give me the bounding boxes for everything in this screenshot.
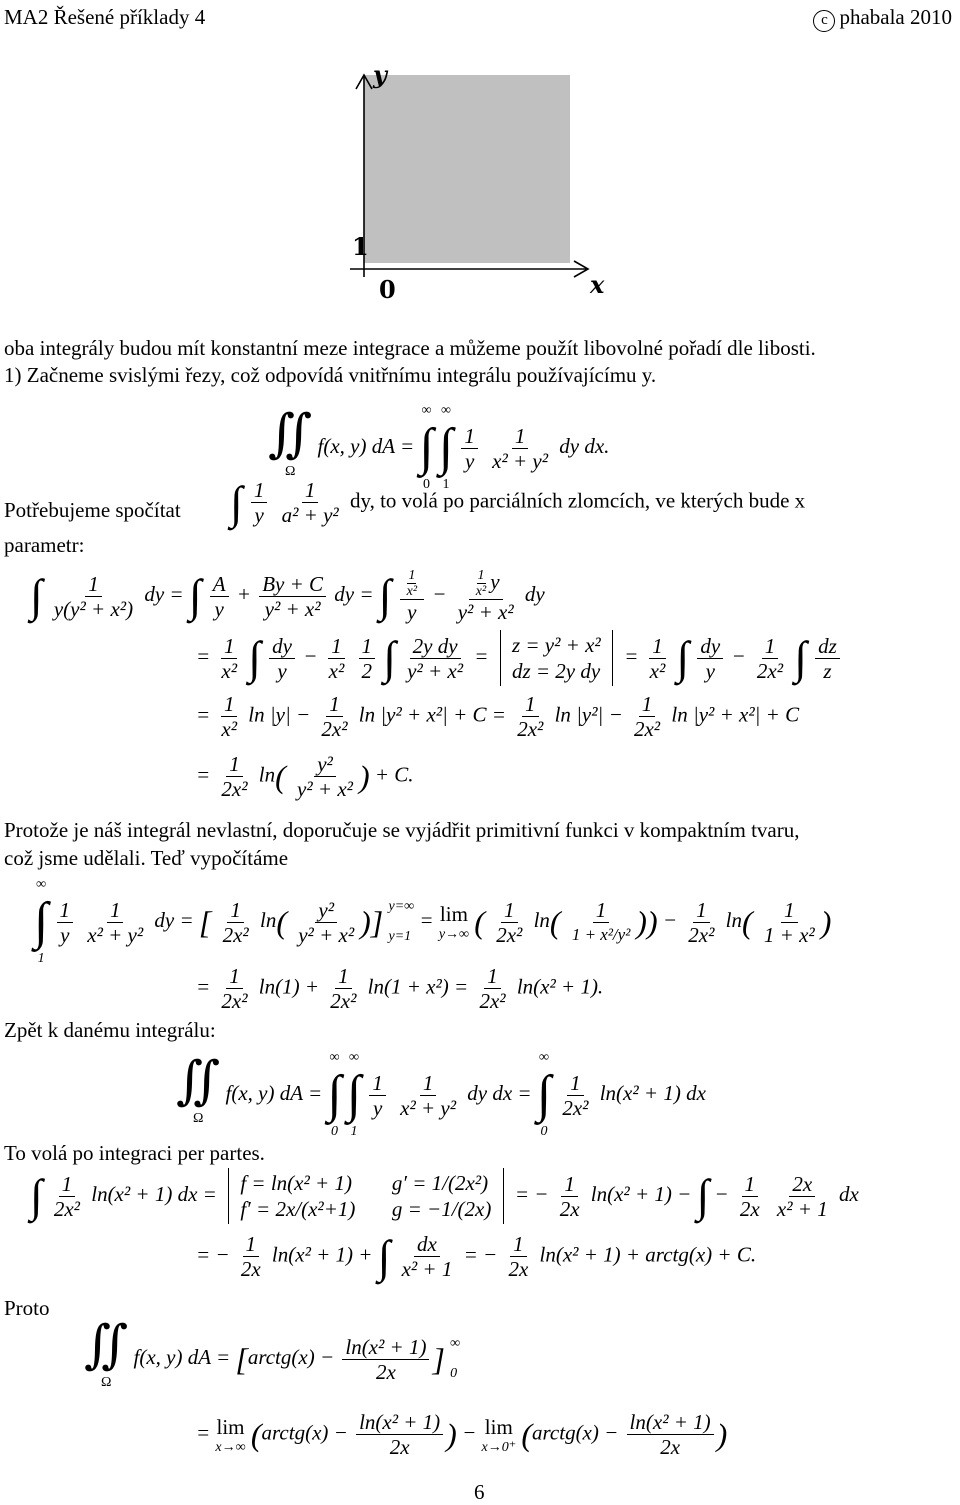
omega-label: Ω (284, 464, 296, 479)
improper-row-1: ∞ ∫ 1 $\frac{1}{y}$ $\frac{1}{\text{x² + y²}}$ dy = [ $\frac{1}{\text{2x²}}$ ln( $\frac{\text{y²}}{\text{y² + x²}}$ )] y=∞ y=1 = lim y→∞ ( $\frac{1}{\text{2x²}}$ ln( $\frac{1}{\text{1 + x²/y²}}$ )) − $\frac{1}{\text{2x²}}$ ln( $\frac{1}{\text{1 + x²}}$ ) (34, 877, 832, 966)
per-partes-row-1: ∫ $\frac{1}{\text{2x²}}$ ln(x² + 1) dx = f = ln(x² + 1) f′ = 2x/(x²+1) g′ = 1/(2x²) g = −1/(2x) = − $\frac{1}{2x}$ ln(x² + 1) − ∫ − $\frac{1}{2x}$ $\frac{2x}{\text{x² + 1}}$ dx (30, 1168, 859, 1224)
integral-icon: ∫ (378, 570, 392, 621)
fraction: $\frac{\text{y²}}{\text{y² + x²}}$ (297, 752, 353, 801)
fraction: $\frac{\text{y²}}{\text{y² + x²}}$ (298, 897, 355, 947)
region-figure (340, 55, 600, 305)
fraction: $\frac{1}{2x}$ (508, 1232, 529, 1281)
paragraph-8: Proto (4, 1296, 50, 1320)
fraction: $\frac{1}{\text{2x²}}$ (633, 692, 661, 741)
fraction: $\frac{1}{2}$ (359, 634, 376, 683)
fraction: $\frac{1}{\text{2x²}}$ (221, 752, 248, 801)
integral-icon: ∫ (377, 1230, 391, 1282)
paragraph-3c: parametr: (4, 533, 85, 557)
fraction: $\frac{1}{\text{x² + y²}}$ (492, 423, 549, 473)
fraction: $\frac{\text{ln(x² + 1)}}{2x}$ (342, 1335, 429, 1384)
lower-limit: 0 (423, 477, 430, 492)
upper-limit: ∞ (421, 403, 432, 418)
fraction: $\frac{1}{\text{x²}}$ (221, 633, 238, 683)
fraction: $\frac{dx}{\text{x² + 1}}$ (401, 1232, 453, 1281)
copyright-symbol: c (813, 10, 835, 32)
integral-icon: ∫ (419, 419, 434, 476)
fraction: $\frac{1}{\text{2x²}}$ (756, 633, 783, 683)
double-integral-icon: ∬ (84, 1317, 129, 1374)
fraction: $\frac{1}{\text{2x²}}$ (330, 964, 357, 1013)
paragraph-3b: dy, to volá po parciálních zlomcích, ve kterých bude x (349, 488, 806, 513)
fraction: $\frac{1}{\text{y(y² + x²)}}$ (53, 571, 134, 621)
fraction: $\frac{1}{\text{x²}}$ (328, 633, 345, 683)
paragraph-1: oba integrály budou mít konstantní meze integrace a můžeme použít libovolné pořadí dle libosti. (4, 336, 816, 360)
paragraph-2: 1) Začneme svislými řezy, což odpovídá vnitřnímu integrálu používajícímu y. (4, 363, 657, 387)
fraction: $\frac{1}{\text{1 + x²}}$ (763, 897, 815, 947)
fraction: $\frac{By + C}{\text{y² + x²}}$ (259, 572, 326, 621)
fraction: $\frac{\text{2y dy}}{\text{y² + x²}}$ (407, 633, 464, 683)
fraction: $\frac{dy}{y}$ (697, 634, 723, 683)
equation-2 (230, 478, 805, 527)
origin-label: 0 (379, 275, 396, 304)
integral-icon: ∫ (794, 632, 807, 683)
substitution: z = y² + x² dz = 2y dy (511, 633, 601, 683)
fraction: $\frac{1}{\text{2x²}}$ (496, 897, 523, 947)
limit: lim x→∞ (215, 1414, 246, 1455)
evaluation-bounds: ∞ 0 (450, 1336, 461, 1381)
integral-icon: ∫ (248, 632, 261, 683)
lower-limit: 1 (442, 477, 450, 492)
final-row-2: = lim x→∞ (arctg(x) − $\frac{\text{ln(x² + 1)}}{2x}$ ) − lim x→0⁺ (arctg(x) − $\frac{\text{ln(x² + 1)}}{2x}$ ) (196, 1410, 728, 1459)
fraction: $\frac{1}{\text{2x²}}$ (221, 964, 248, 1013)
paragraph-6: Zpět k danému integrálu: (4, 1018, 216, 1042)
y-one-label: 1 (352, 232, 369, 261)
limit: lim x→0⁺ (481, 1414, 517, 1455)
fraction: $\frac{1}{\text{2x²}}$ (222, 897, 249, 947)
page-number: 6 (474, 1480, 485, 1504)
fraction: $\frac{1}{\text{2x²}}$ (479, 964, 506, 1013)
fraction: $\frac{1}{y}$ (461, 424, 478, 473)
fraction: $\frac{A}{y}$ (210, 572, 229, 621)
integral-icon: ∫ (230, 476, 243, 528)
equation-back: ∬ Ω f(x, y) dA = ∞ ∫ 0 ∞ ∫ 1 $\frac{1}{y}$ $\frac{1}{\text{x² + y²}}$ dy dx = ∞ ∫ 0 $\frac{1}{\text{2x²}}$ ln(x² + 1) dx (176, 1050, 706, 1139)
fraction: $\frac{2x}{\text{x² + 1}}$ (776, 1171, 828, 1221)
x-axis-label: x (590, 270, 605, 299)
fraction: $\frac{dz}{z}$ (815, 634, 840, 683)
integral-icon: ∫ (327, 1066, 342, 1123)
fraction: $\frac{1}{\text{1 + x²/y²}}$ (571, 897, 631, 944)
pf-row-1: ∫ $\frac{1}{\text{y(y² + x²)}}$ dy = ∫ $\frac{A}{y}$ + $\frac{By + C}{\text{y² + x²}}$ dy = ∫ $\frac{\frac{1}{\text{x²}}}{y}$ − $\frac{1}{\text{x²}}$ y y² + x² dy (30, 568, 545, 624)
integral-icon: ∫ (696, 1170, 710, 1221)
pf-row-3: = $\frac{1}{\text{x²}}$ ln |y| − $\frac{1}{\text{2x²}}$ ln |y² + x²| + C = $\frac{1}{\text{2x²}}$ ln |y²| − $\frac{1}{\text{2x²}}$ ln |y² + x²| + C (196, 692, 800, 741)
fraction: $\frac{1}{\text{a² + y²}}$ (281, 478, 339, 527)
integral-icon: ∫ (34, 893, 49, 950)
evaluation-bounds: y=∞ y=1 (388, 899, 415, 944)
fraction: $\frac{1}{\text{2x²}}$ (517, 692, 544, 741)
fraction: $\frac{1}{\text{2x²}}$ (688, 897, 715, 947)
pf-row-2: = $\frac{1}{\text{x²}}$ ∫ $\frac{dy}{y}$ − $\frac{1}{\text{x²}}$ $\frac{1}{2}$ ∫ $\frac{\text{2y dy}}{\text{y² + x²}}$ = z = y² + x² dz = 2y dy = $\frac{1}{\text{x²}}$ ∫ $\frac{dy}{y}$ − $\frac{1}{\text{2x²}}$ ∫ $\frac{dz}{z}$ (196, 630, 843, 686)
integral-icon: ∫ (383, 632, 396, 683)
header-right (813, 4, 952, 32)
y-axis-label: y (373, 60, 387, 89)
fraction: $\frac{1}{\text{x² + y²}}$ (400, 1070, 457, 1120)
upper-limit: ∞ (441, 403, 451, 418)
improper-row-2: = $\frac{1}{\text{2x²}}$ ln(1) + $\frac{1}{\text{2x²}}$ ln(1 + x²) = $\frac{1}{\text{2x²}}$ ln(x² + 1). (196, 964, 604, 1013)
eq1-lhs: f(x, y) dA = (317, 433, 415, 458)
integral-icon: ∫ (676, 632, 690, 683)
fraction: $\frac{1}{\text{2x²}}$ (53, 1171, 80, 1221)
fraction: $\frac{1}{y}$ (57, 898, 74, 947)
limit: lim y→∞ (438, 902, 470, 942)
per-partes-row-2: = − $\frac{1}{2x}$ ln(x² + 1) + ∫ $\frac{dx}{\text{x² + 1}}$ = − $\frac{1}{2x}$ ln(x² + 1) + arctg(x) + C. (196, 1230, 757, 1282)
eq1-tail: dy dx. (559, 433, 610, 458)
fraction: $\frac{1}{2x}$ (559, 1171, 580, 1221)
final-row-1: ∬ Ω f(x, y) dA = [arctg(x) − $\frac{\text{ln(x² + 1)}}{2x}$ ] ∞ 0 (84, 1317, 461, 1390)
fraction: $\frac{1}{y}$ (369, 1071, 386, 1120)
paragraph-4: Protože je náš integrál nevlastní, doporučuje se vyjádřit primitivní funkci v kompaktním tvaru, (4, 818, 800, 842)
integral-icon: ∫ (30, 570, 43, 621)
paragraph-3a: Potřebujeme spočítat (4, 498, 181, 522)
fraction: $\frac{dy}{y}$ (269, 634, 295, 683)
double-integral-icon: ∬ (176, 1053, 221, 1110)
fraction: $\frac{1}{2x}$ (240, 1232, 261, 1281)
fraction: $\frac{\text{ln(x² + 1)}}{2x}$ (627, 1410, 714, 1459)
fraction: $\frac{\frac{1}{\text{x²}}}{y}$ (400, 568, 424, 624)
paragraph-7: To volá po integraci per partes. (4, 1141, 265, 1165)
integral-icon: ∫ (346, 1066, 362, 1123)
fraction: $\frac{1}{\text{x² + y²}}$ (87, 897, 144, 947)
fraction: $\frac{1}{\text{2x²}}$ (562, 1070, 589, 1120)
pf-row-4: = $\frac{1}{\text{2x²}}$ ln( $\frac{\text{y²}}{\text{y² + x²}}$ ) + C. (196, 752, 414, 801)
fraction: $\frac{1}{\text{2x²}}$ (321, 692, 348, 741)
double-integral-icon: ∬ (268, 406, 313, 463)
integral-icon: ∫ (536, 1066, 552, 1123)
fraction: $\frac{1}{\text{x²}}$ (221, 692, 238, 741)
region-omega (364, 75, 570, 263)
per-partes-table-left: f = ln(x² + 1) f′ = 2x/(x²+1) (240, 1171, 356, 1221)
paragraph-5: což jsme udělali. Teď vypočítáme (4, 846, 289, 870)
fraction: $\frac{1}{\text{x²}}$ (649, 633, 666, 683)
integral-icon: ∫ (438, 419, 454, 476)
integral-icon: ∫ (188, 570, 202, 621)
header-left: MA2 Řešené příklady 4 (4, 5, 206, 29)
per-partes-table-right: g′ = 1/(2x²) g = −1/(2x) (391, 1171, 492, 1221)
fraction: $\frac{1}{2x}$ (739, 1171, 760, 1221)
fraction: $\frac{\text{ln(x² + 1)}}{2x}$ (356, 1410, 443, 1459)
header-author: phabala 2010 (839, 5, 952, 29)
fraction: $\frac{1}{y}$ (251, 478, 268, 527)
integral-icon: ∫ (30, 1170, 43, 1221)
fraction: $\frac{1}{\text{x²}}$ y y² + x² (457, 568, 514, 624)
